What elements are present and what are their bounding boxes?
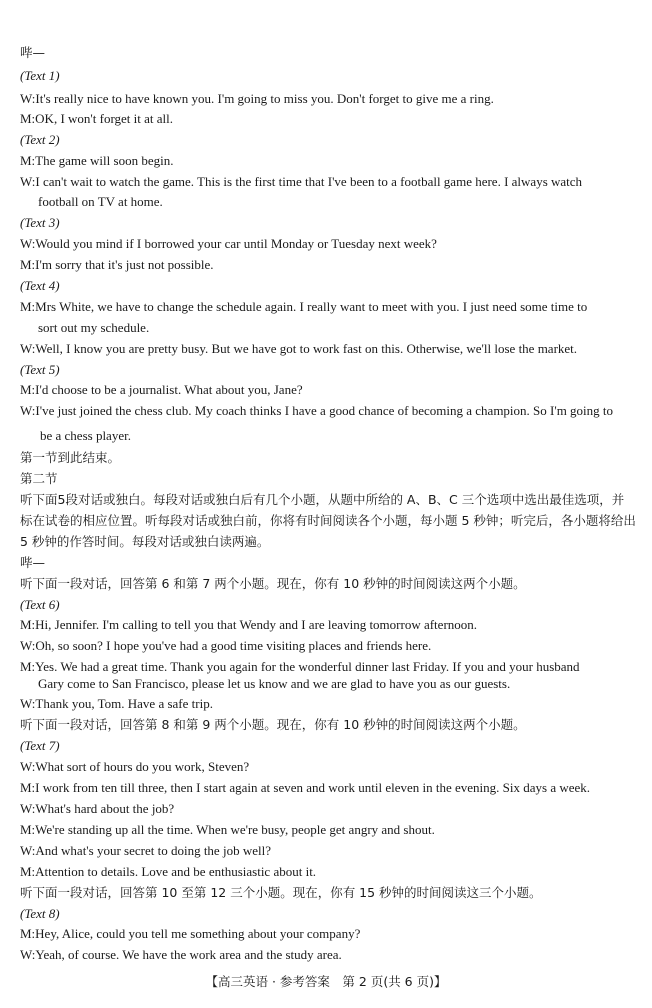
dialogue-line: W:Oh, so soon? I hope you've had a good time visiting places and friends here. (20, 638, 432, 653)
dialogue-line-continued: sort out my schedule. (38, 320, 150, 335)
dialogue-line: M:Mrs White, we have to change the schedule again. I really want to meet with you. I just need some time to (20, 299, 588, 314)
section-2-heading: 第二节 (20, 471, 58, 486)
dialogue-line: W:Would you mind if I borrowed your car until Monday or Tuesday next week? (20, 236, 437, 251)
question-instruction: 听下面一段对话，回答第 8 和第 9 两个小题。现在，你有 10 秒钟的时间阅读这两个小题。 (20, 717, 526, 732)
beep-marker: 哔— (20, 555, 46, 570)
dialogue-line: W:What sort of hours do you work, Steven? (20, 759, 250, 774)
text-2-label: (Text 2) (20, 132, 60, 147)
dialogue-line: M:Hey, Alice, could you tell me something about your company? (20, 926, 361, 941)
instructions-line: 5 秒钟的作答时间。每段对话或独白读两遍。 (20, 534, 270, 549)
text-1-label: (Text 1) (20, 68, 60, 83)
dialogue-line: W:And what's your secret to doing the job well? (20, 843, 271, 858)
text-7-label: (Text 7) (20, 738, 60, 753)
instructions-line: 标在试卷的相应位置。听每段对话或独白前，你将有时间阅读各个小题，每小题 5 秒钟；听完后，各小题将给出 (20, 513, 636, 528)
page-footer: 【高三英语 · 参考答案 第 2 页(共 6 页)】 (205, 974, 447, 989)
dialogue-line: W:I've just joined the chess club. My coach thinks I have a good chance of becoming a champion. So I'm going to (20, 403, 614, 418)
question-instruction: 听下面一段对话，回答第 10 至第 12 三个小题。现在，你有 15 秒钟的时间阅读这三个小题。 (20, 885, 542, 900)
text-3-label: (Text 3) (20, 215, 60, 230)
dialogue-line: W:I can't wait to watch the game. This is the first time that I've been to a football game here. I always watch (20, 174, 583, 189)
dialogue-line: M:I'm sorry that it's just not possible. (20, 257, 214, 272)
dialogue-line: M:The game will soon begin. (20, 153, 174, 168)
text-8-label: (Text 8) (20, 906, 60, 921)
dialogue-line: M:OK, I won't forget it at all. (20, 111, 174, 126)
text-4-label: (Text 4) (20, 278, 60, 293)
section-1-end: 第一节到此结束。 (20, 450, 121, 465)
instructions-line: 听下面5段对话或独白。每段对话或独白后有几个小题，从题中所给的 A、B、C 三个选项中选出最佳选项，并 (20, 492, 625, 507)
dialogue-line-continued: football on TV at home. (38, 194, 163, 209)
dialogue-line: W:What's hard about the job? (20, 801, 175, 816)
question-instruction: 听下面一段对话，回答第 6 和第 7 两个小题。现在，你有 10 秒钟的时间阅读这两个小题。 (20, 576, 526, 591)
dialogue-line: M:Hi, Jennifer. I'm calling to tell you that Wendy and I are leaving tomorrow afternoon. (20, 617, 478, 632)
dialogue-line: W:Well, I know you are pretty busy. But we have got to work fast on this. Otherwise, we'll lose the market. (20, 341, 578, 356)
dialogue-line-continued: be a chess player. (40, 428, 131, 443)
dialogue-line: M:I'd choose to be a journalist. What about you, Jane? (20, 382, 303, 397)
dialogue-line: M:I work from ten till three, then I start again at seven and work until eleven in the evening. Six days a week. (20, 780, 591, 795)
dialogue-line: W:It's really nice to have known you. I'm going to miss you. Don't forget to give me a ring. (20, 91, 494, 106)
dialogue-line: W:Yeah, of course. We have the work area and the study area. (20, 947, 342, 962)
beep-marker: 哔— (20, 45, 46, 60)
dialogue-line: M:Yes. We had a great time. Thank you again for the wonderful dinner last Friday. If you and your husband (20, 659, 580, 674)
dialogue-line: M:We're standing up all the time. When we're busy, people get angry and shout. (20, 822, 435, 837)
text-6-label: (Text 6) (20, 597, 60, 612)
dialogue-line: W:Thank you, Tom. Have a safe trip. (20, 696, 213, 711)
text-5-label: (Text 5) (20, 362, 60, 377)
dialogue-line-continued: Gary come to San Francisco, please let us know and we are glad to have you as our guests. (38, 676, 511, 691)
dialogue-line: M:Attention to details. Love and be enthusiastic about it. (20, 864, 317, 879)
